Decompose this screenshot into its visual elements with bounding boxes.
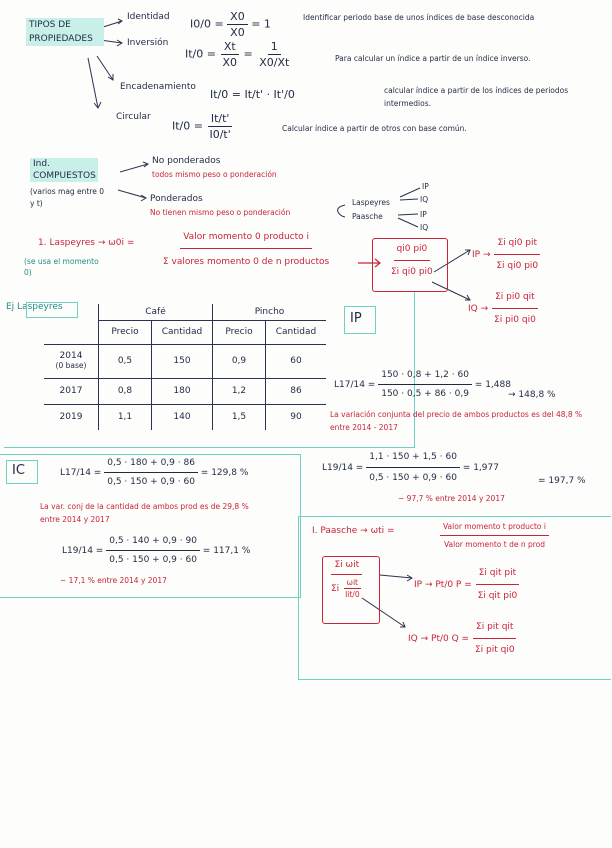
arrow-encadenamiento xyxy=(97,56,113,80)
tipos-title: TIPOS DE PROPIEDADES xyxy=(26,18,104,46)
brace-ponderados xyxy=(338,205,345,217)
paasche-ip: IP → Pt/0 P = $\frac{\text{Σi qit pit}}{\text{Σi qit pi0}}$ xyxy=(414,568,518,601)
circular-formula: It/0 = $\frac{It/t'}{I0/t'}$ xyxy=(172,112,231,141)
branch-iq-1: IQ xyxy=(420,195,429,204)
paasche-weight-frac: $\frac{\text{Valor momento t producto i}}{\text{Valor momento t de n prod}}$ xyxy=(440,522,549,549)
iq-l2: L19/14 = $\frac{0,5 \cdot 140 + 0,9 \cdot 90}{0,5 \cdot 150 + 0,9 \cdot 60}$ = 117,1 % xyxy=(62,536,251,565)
col-pincho: Pincho xyxy=(213,304,327,320)
sub-cantidad-2: Cantidad xyxy=(266,320,327,344)
col-cafe: Café xyxy=(99,304,213,320)
sub-precio-1: Precio xyxy=(99,320,152,344)
ip-l2-pct: = 197,7 % xyxy=(538,476,586,486)
ip-l1: L17/14 = $\frac{150 \cdot 0,8 + 1,2 \cdot 60}{150 \cdot 0,5 + 86 \cdot 0,9}$ = 1,488 xyxy=(334,370,511,399)
inversion-label: Inversión xyxy=(127,38,169,48)
inversion-desc: Para calcular un índice a partir de un índice inverso. xyxy=(335,54,531,63)
ip-l1-pct: → 148,8 % xyxy=(508,390,556,400)
table-row: 2019 1,1 140 1,5 90 xyxy=(44,404,326,430)
arrow-ponderados xyxy=(118,190,146,198)
paasche-label: I. Paasche → ωti = xyxy=(312,526,395,536)
ponderados-label: Ponderados xyxy=(150,194,203,204)
branch-ip-2: IP xyxy=(420,210,427,219)
circular-desc: Calcular índice a partir de otros con base común. xyxy=(282,124,467,133)
table-row: 2014 (0 base) 0,5 150 0,9 60 xyxy=(44,344,326,378)
compuestos-note: (varios mag entre 0 y t) xyxy=(30,187,105,208)
laspeyres-weight: $\frac{qi0 pi0}{\text{Σi qi0 pi0}}$ xyxy=(391,244,433,277)
sub-cantidad-1: Cantidad xyxy=(152,320,213,344)
ejercicio-table xyxy=(44,304,326,430)
encadenamiento-desc: calcular índice a partir de los índices de periodos intermedios. xyxy=(384,86,569,108)
table-row: 2017 0,8 180 1,2 86 xyxy=(44,378,326,404)
laspeyres-ip: IP → $\frac{\text{Σi qi0 pit}}{\text{Σi qi0 pi0}}$ xyxy=(472,238,539,271)
laspeyres-weight-frac: $\frac{\text{Valor momento 0 producto i}}{\text{Σ valores momento 0 de n productos}}$ xyxy=(163,232,330,267)
branch-iq-2: IQ xyxy=(420,223,429,232)
inversion-formula: It/0 = $\frac{Xt}{X0}$ = $\frac{1}{X0/Xt}$ xyxy=(185,40,290,69)
compuestos-title: Ind. COMPUESTOS xyxy=(30,158,98,182)
laspeyres-side-note: (se usa el momento 0) xyxy=(24,257,99,277)
ejercicio-title: Ej Laspeyres xyxy=(6,302,63,312)
iq-tag: IC xyxy=(12,463,25,478)
laspeyres-weight-box xyxy=(372,238,448,292)
encadenamiento-label: Encadenamiento xyxy=(120,82,196,92)
identidad-label: Identidad xyxy=(127,12,170,22)
identidad-desc: Identificar periodo base de unos índices de base desconocida xyxy=(303,13,535,22)
iq-l2-note: ~ 17,1 % entre 2014 y 2017 xyxy=(60,576,167,585)
no-ponderados-desc: todos mismo peso o ponderación xyxy=(152,170,277,179)
ip-conclusion: La variación conjunta del precio de ambos productos es del 48,8 % entre 2014 - 2017 xyxy=(330,410,583,432)
paasche-formula-box xyxy=(322,556,380,624)
ip-l2-note: ~ 97,7 % entre 2014 y 2017 xyxy=(398,494,505,503)
branch-ip-1: IP xyxy=(422,182,429,191)
laspeyres-iq: IQ → $\frac{\text{Σi pi0 qit}}{\text{Σi pi0 qi0}}$ xyxy=(468,292,536,325)
arrow-circular xyxy=(88,58,98,108)
ip-tag: IP xyxy=(350,311,362,326)
no-ponderados-label: No ponderados xyxy=(152,156,221,166)
laspeyres-branch: Laspeyres xyxy=(352,198,390,207)
arrow-no-ponderados xyxy=(120,164,148,172)
sub-precio-2: Precio xyxy=(213,320,266,344)
iq-conclusion: La var. conj de la cantidad de ambos prod es de 29,8 % entre 2014 y 2017 xyxy=(40,502,249,524)
iq-l1: L17/14 = $\frac{0,5 \cdot 180 + 0,9 \cdot 86}{0,5 \cdot 150 + 0,9 \cdot 60}$ = 129,8 % xyxy=(60,458,249,487)
paasche-iq: IQ → Pt/0 Q = $\frac{\text{Σi pit qit}}{\text{Σi pit qi0}}$ xyxy=(408,622,515,655)
encadenamiento-formula: It/0 = It/t' · It'/0 xyxy=(210,88,295,101)
ip-l2: L19/14 = $\frac{1,1 \cdot 150 + 1,5 \cdot 60}{0,5 \cdot 150 + 0,9 \cdot 60}$ = 1,977 xyxy=(322,452,499,483)
ponderados-desc: No tienen mismo peso o ponderación xyxy=(150,208,291,217)
identidad-formula: I0/0 = $\frac{X0}{X0}$ = 1 xyxy=(190,10,271,39)
paasche-formula: Σi ωit Σi $\frac{\text{ωit}}{\text{Iit/0}}$ xyxy=(328,560,366,599)
laspeyres-def-label: 1. Laspeyres → ω0i = xyxy=(38,238,135,248)
circular-label: Circular xyxy=(116,112,151,122)
paasche-branch: Paasche xyxy=(352,212,383,221)
